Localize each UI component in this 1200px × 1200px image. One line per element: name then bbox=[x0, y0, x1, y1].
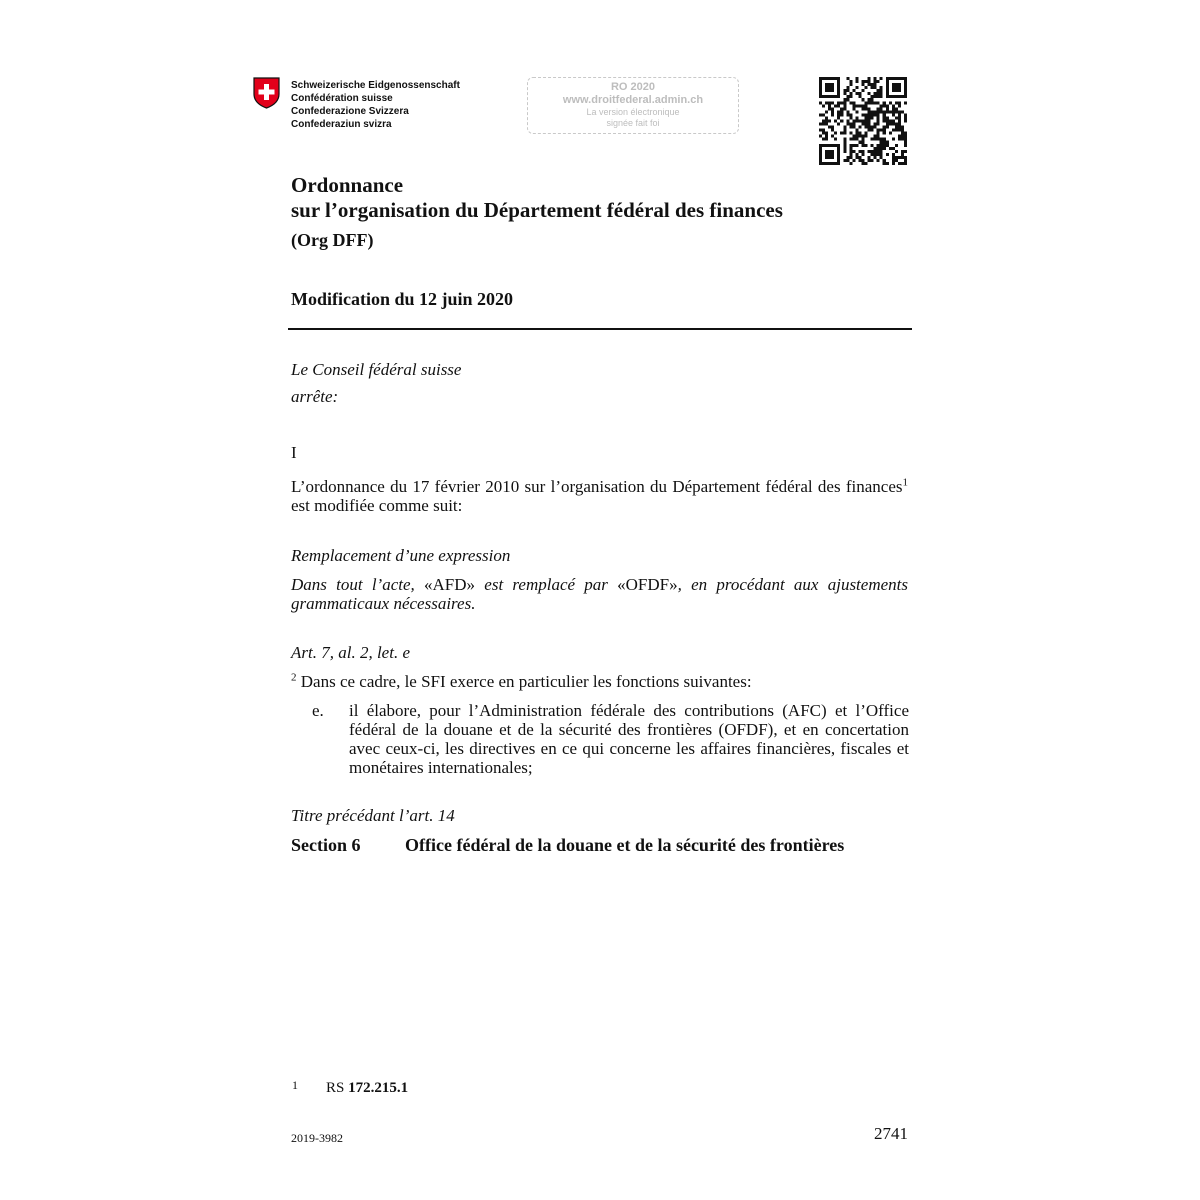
paragraph-number: 2 bbox=[291, 671, 297, 684]
replacement-text bbox=[291, 575, 908, 613]
stamp-note-2: signée fait foi bbox=[606, 118, 660, 128]
title-divider bbox=[288, 328, 912, 330]
list-letter: e. bbox=[312, 701, 324, 720]
stamp-note-1: La version électronique bbox=[586, 107, 680, 117]
replacement-text-c: , en procédant aux ajustements grammaticaux nécessaires. bbox=[291, 575, 908, 613]
title-abbreviation: (Org DFF) bbox=[291, 230, 374, 250]
footnote-number: 1 bbox=[292, 1078, 298, 1092]
stamp-website: www.droitfederal.admin.ch bbox=[562, 94, 704, 106]
preamble-decree: arrête: bbox=[291, 387, 339, 406]
title-line-1: Ordonnance bbox=[291, 173, 404, 197]
replacement-heading: Remplacement d’une expression bbox=[291, 546, 511, 565]
replacement-text-b: est remplacé par bbox=[475, 575, 618, 594]
footnote-text bbox=[326, 1079, 408, 1097]
modification-date: Modification du 12 juin 2020 bbox=[291, 289, 514, 309]
intro-text-a: L’ordonnance du 17 février 2010 sur l’organisation du Département fédéral des finances bbox=[291, 477, 903, 496]
confederation-name-rm: Confederaziun svizra bbox=[291, 119, 392, 130]
article-7-heading: Art. 7, al. 2, let. e bbox=[291, 643, 410, 662]
confederation-names bbox=[291, 79, 460, 131]
replacement-term-old: «AFD» bbox=[424, 575, 476, 594]
footnote-prefix: RS bbox=[326, 1080, 349, 1096]
replacement-text-a: Dans tout l’acte, bbox=[291, 575, 425, 594]
intro-paragraph bbox=[291, 477, 908, 515]
confederation-name-fr: Confédération suisse bbox=[291, 93, 393, 104]
list-item-text: il élabore, pour l’Administration fédérale des contributions (AFC) et l’Office fédéral de la douane et de la sécurité des frontières (OFDF), et en concertation avec ceux-ci, les directives en ce qui concerne les affaires financières, fiscales et monétaires internationales; bbox=[349, 701, 909, 777]
title-before-article-14: Titre précédant l’art. 14 bbox=[291, 806, 455, 825]
swiss-coat-of-arms-icon bbox=[253, 77, 280, 109]
replacement-term-new: «OFDF» bbox=[617, 575, 678, 594]
paragraph-text: Dans ce cadre, le SFI exerce en particulier les fonctions suivantes: bbox=[296, 672, 752, 691]
article-7-paragraph-2 bbox=[291, 672, 908, 691]
page-number: 2741 bbox=[874, 1124, 908, 1143]
confederation-name-de: Schweizerische Eidgenossenschaft bbox=[291, 80, 460, 91]
stamp-collection: RO 2020 bbox=[610, 81, 656, 93]
footnote-ref-number: 172.215.1 bbox=[348, 1080, 409, 1096]
title-line-2: sur l’organisation du Département fédéral des finances bbox=[291, 198, 783, 222]
qr-code-icon bbox=[818, 77, 908, 165]
preamble-authority: Le Conseil fédéral suisse bbox=[291, 360, 462, 379]
section-title: Office fédéral de la douane et de la sécurité des frontières bbox=[405, 835, 845, 855]
document-number: 2019-3982 bbox=[291, 1131, 343, 1145]
section-number: Section 6 bbox=[291, 835, 361, 855]
footnote-ref: 1 bbox=[902, 476, 908, 489]
publication-stamp bbox=[527, 77, 739, 134]
section-roman-numeral: I bbox=[291, 443, 297, 462]
confederation-name-it: Confederazione Svizzera bbox=[291, 106, 409, 117]
intro-text-b: est modifiée comme suit: bbox=[291, 496, 463, 515]
document-title bbox=[291, 173, 783, 223]
